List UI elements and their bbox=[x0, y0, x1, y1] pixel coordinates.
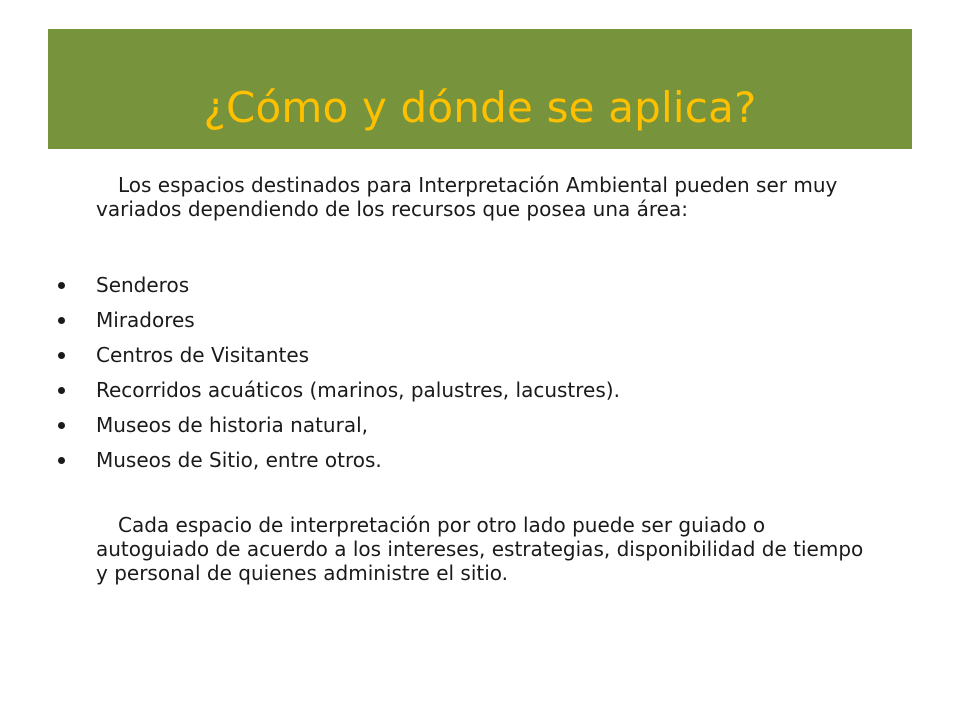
list-item bbox=[0, 443, 620, 478]
list-item-label: Museos de historia natural, bbox=[96, 413, 368, 437]
bullet-icon bbox=[58, 282, 65, 289]
list-item-label: Centros de Visitantes bbox=[96, 343, 310, 367]
bullet-icon bbox=[58, 352, 65, 359]
list-item bbox=[0, 338, 620, 373]
list-item-label: Senderos bbox=[96, 273, 190, 297]
bullet-icon bbox=[58, 422, 65, 429]
list-item bbox=[0, 408, 620, 443]
list-item bbox=[0, 303, 620, 338]
list-item-label: Recorridos acuáticos (marinos, palustres, lacustres). bbox=[96, 378, 620, 402]
bullet-icon bbox=[58, 317, 65, 324]
list-item bbox=[0, 268, 620, 303]
bullet-icon bbox=[58, 457, 65, 464]
closing-paragraph bbox=[96, 513, 876, 585]
list-item bbox=[0, 373, 620, 408]
bullet-icon bbox=[58, 387, 65, 394]
closing-text: Cada espacio de interpretación por otro lado puede ser guiado o autoguiado de acuerdo a los intereses, estrategias, disponibilidad de tiempo y personal de quienes administre el sitio. bbox=[96, 513, 864, 585]
list-item-label: Museos de Sitio, entre otros. bbox=[96, 448, 382, 472]
resource-list bbox=[0, 268, 620, 478]
intro-paragraph bbox=[96, 173, 876, 221]
title-banner bbox=[48, 29, 912, 149]
slide-title: ¿Cómo y dónde se aplica? bbox=[203, 83, 757, 132]
intro-text: Los espacios destinados para Interpretación Ambiental pueden ser muy variados dependiendo de los recursos que posea una área: bbox=[96, 173, 838, 221]
list-item-label: Miradores bbox=[96, 308, 195, 332]
